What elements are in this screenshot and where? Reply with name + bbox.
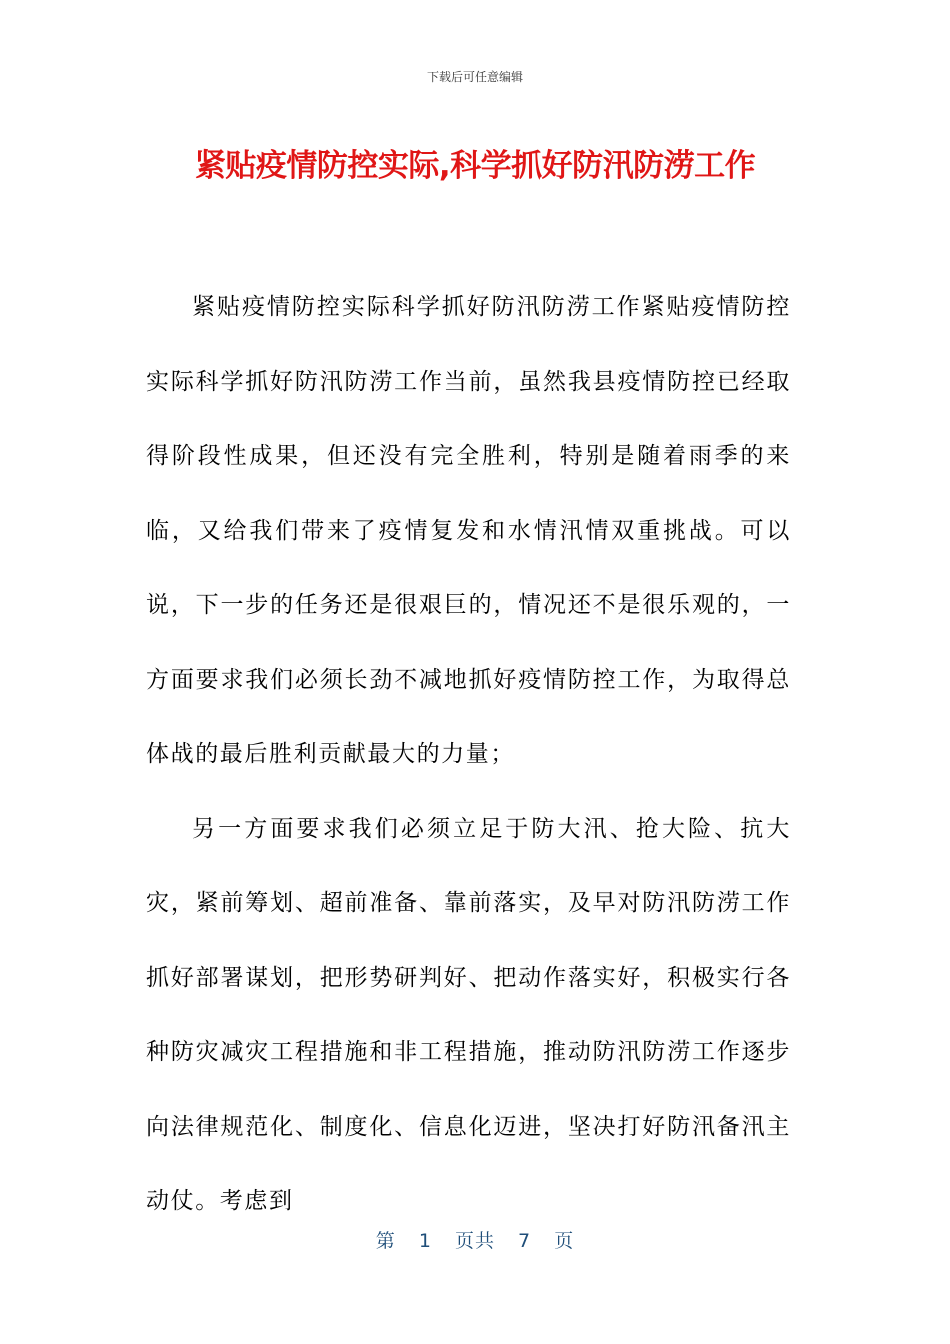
document-body bbox=[146, 270, 791, 1239]
paragraph-1: 紧贴疫情防控实际科学抓好防汛防涝工作紧贴疫情防控实际科学抓好防汛防涝工作当前，虽然我县疫情防控已经取得阶段性成果，但还没有完全胜利，特别是随着雨季的来临，又给我们带来了疫情复发和水情汛情双重挑战。可以说，下一步的任务还是很艰巨的，情况还不是很乐观的，一方面要求我们必须长劲不减地抓好疫情防控工作，为取得总体战的最后胜利贡献最大的力量； bbox=[146, 294, 791, 767]
footer-page-prefix: 第 bbox=[375, 1230, 396, 1252]
header-note: 下载后可任意编辑 bbox=[426, 70, 523, 84]
footer-total-pages: 7 bbox=[518, 1230, 532, 1252]
footer-current-page: 1 bbox=[418, 1230, 432, 1252]
paragraph-2: 另一方面要求我们必须立足于防大汛、抢大险、抗大灾，紧前筹划、超前准备、靠前落实，及早对防汛防涝工作抓好部署谋划，把形势研判好、把动作落实好，积极实行各种防灾减灾工程措施和非工程措施，推动防汛防涝工作逐步向法律规范化、制度化、信息化迈进，坚决打好防汛备汛主动仗。考虑到 bbox=[146, 815, 791, 1214]
footer-page-suffix: 页 bbox=[554, 1230, 575, 1252]
document-title: 紧贴疫情防控实际,科学抓好防汛防涝工作 bbox=[194, 148, 756, 184]
footer-page-mid: 页共 bbox=[454, 1230, 495, 1252]
page-footer bbox=[0, 1226, 950, 1253]
